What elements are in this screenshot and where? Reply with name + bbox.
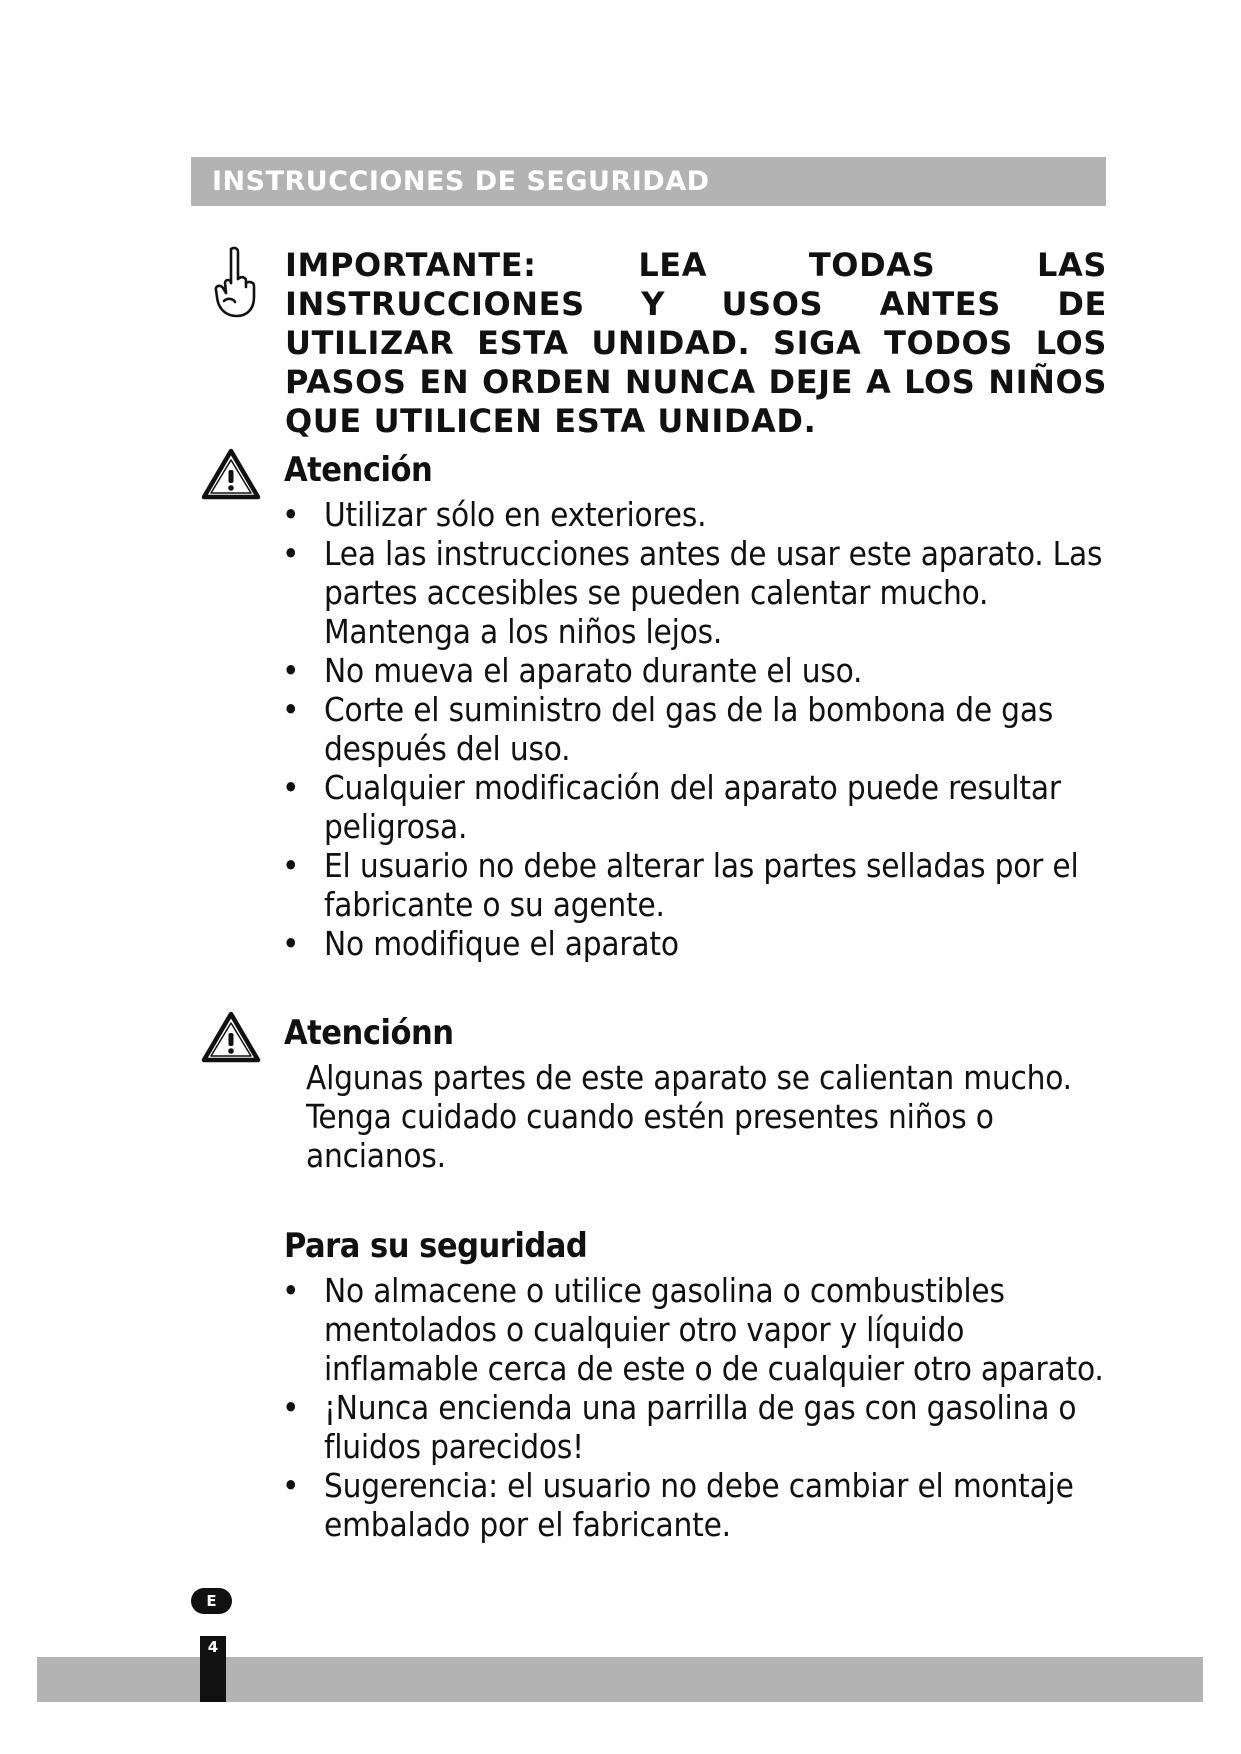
page-number: 4	[207, 1638, 219, 1656]
list-item: • Utilizar sólo en exteriores.	[282, 495, 707, 534]
warning-heading: Atención	[284, 450, 433, 490]
safety-heading: Para su seguridad	[284, 1226, 588, 1266]
list-item: • No modifique el aparato	[282, 924, 679, 963]
warning-triangle-icon	[201, 1011, 261, 1063]
page-number-tab	[200, 1636, 226, 1702]
list-item: • Lea las instrucciones antes de usar este aparato. Las partes accesibles se pueden calentar mucho. Mantenga a los niños lejos.	[282, 534, 1103, 651]
warning-paragraph: Algunas partes de este aparato se calientan mucho. Tenga cuidado cuando estén presentes niños o ancianos.	[306, 1058, 1072, 1175]
list-item: • Sugerencia: el usuario no debe cambiar el montaje embalado por el fabricante.	[282, 1466, 1074, 1544]
section-header-bar	[191, 157, 1106, 206]
safety-list	[282, 1271, 1112, 1544]
section-title: INSTRUCCIONES DE SEGURIDAD	[212, 166, 710, 197]
warning-heading: Atenciónn	[284, 1013, 454, 1053]
warning-triangle-icon	[201, 448, 261, 500]
important-notice: IMPORTANTE: LEA TODAS LAS INSTRUCCIONES Y USOS ANTES DE UTILIZAR ESTA UNIDAD. SIGA TODOS LOS PASOS EN ORDEN NUNCA DEJE A LOS NIÑOS QUE UTILICEN ESTA UNIDAD.	[285, 246, 1107, 440]
pointing-finger-icon	[211, 245, 259, 319]
warning-list	[282, 495, 1112, 963]
list-item: • No almacene o utilice gasolina o combustibles mentolados o cualquier otro vapor y líquido inflamable cerca de este o de cualquier otro aparato.	[282, 1271, 1104, 1388]
list-item: • El usuario no debe alterar las partes selladas por el fabricante o su agente.	[282, 846, 1079, 924]
list-item: • Cualquier modificación del aparato puede resultar peligrosa.	[282, 768, 1061, 846]
list-item: • ¡Nunca encienda una parrilla de gas con gasolina o fluidos parecidos!	[282, 1388, 1077, 1466]
list-item: • No mueva el aparato durante el uso.	[282, 651, 863, 690]
language-badge: E	[191, 1588, 232, 1614]
list-item: • Corte el suministro del gas de la bombona de gas después del uso.	[282, 690, 1054, 768]
